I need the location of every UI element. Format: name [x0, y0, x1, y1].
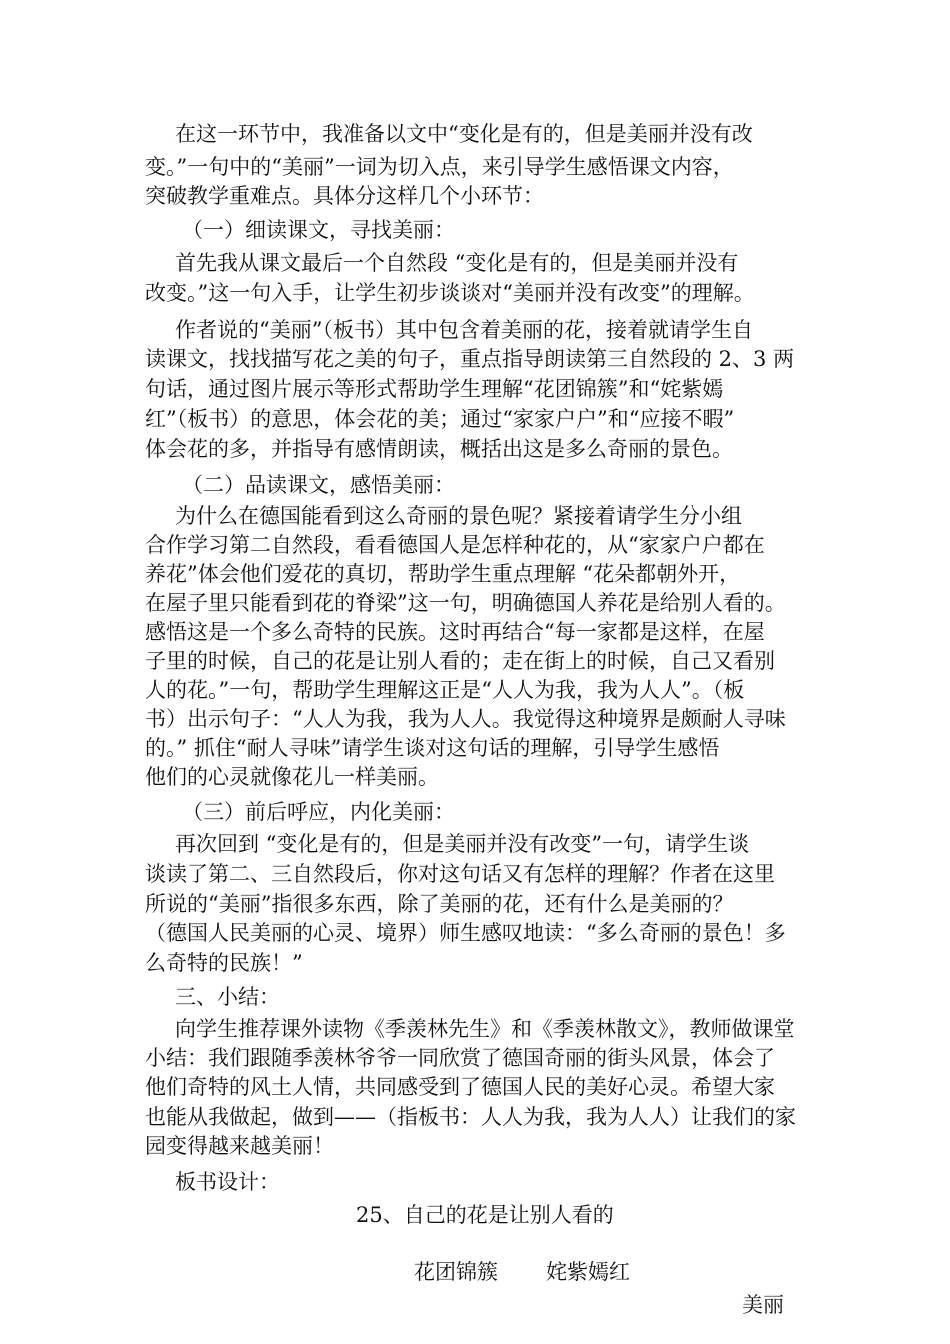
paragraph-line: 红”（板书）的意思，体会花的美；通过“家家户户”和“应接不暇”: [145, 407, 735, 431]
paragraph-line: 养花”体会他们爱花的真切，帮助学生重点理解 “花朵都朝外开，: [145, 562, 741, 586]
paragraph-line: 所说的“美丽”指很多东西，除了美丽的花，还有什么是美丽的？: [145, 892, 734, 916]
paragraph-line: 合作学习第二自然段，看看德国人是怎样种花的，从“家家户户都在: [145, 533, 765, 557]
paragraph-line: 向学生推荐课外读物《季羡林先生》和《季羡林散文》，教师做课堂: [175, 1017, 795, 1041]
paragraph-line: 首先我从课文最后一个自然段 “变化是有的，但是美丽并没有: [175, 251, 739, 275]
paragraph-line: 感悟这是一个多么奇特的民族。这时再结合“每一家都是这样，在屋: [145, 620, 765, 644]
paragraph-line: 变。”一句中的“美丽”一词为切入点，来引导学生感悟课文内容，: [145, 155, 734, 179]
board-word: 姹紫嫣红: [546, 1260, 630, 1284]
paragraph-line: 句话，通过图片展示等形式帮助学生理解“花团锦簇”和“姹紫嫣: [145, 377, 724, 401]
paragraph-line: 作者说的“美丽”（板书）其中包含着美丽的花，接着就请学生自: [175, 318, 753, 342]
paragraph-line: 么奇特的民族！”: [145, 951, 303, 975]
board-title: 25、自己的花是让别人看的: [356, 1203, 614, 1227]
paragraph-line: 的。” 抓住“耐人寻味”请学生谈对这句话的理解，引导学生感悟: [145, 736, 720, 760]
paragraph-line: （德国人民美丽的心灵、境界）师生感叹地读：“多么奇丽的景色！多: [145, 921, 786, 945]
section-heading: （一）细读课文，寻找美丽：: [182, 218, 455, 242]
paragraph-line: 小结：我们跟随季羡林爷爷一同欣赏了德国奇丽的街头风景，体会了: [145, 1046, 775, 1070]
paragraph-line: 也能从我做起，做到——（指板书：人人为我，我为人人）让我们的家: [145, 1105, 796, 1129]
section-heading: （三）前后呼应，内化美丽：: [182, 800, 455, 824]
paragraph-line: 他们的心灵就像花儿一样美丽。: [145, 765, 439, 789]
paragraph-line: 园变得越来越美丽！: [145, 1134, 334, 1158]
section-heading: 三、小结：: [175, 985, 280, 1009]
paragraph-line: 在这一环节中，我准备以文中“变化是有的，但是美丽并没有改: [175, 122, 753, 146]
paragraph-line: 体会花的多，并指导有感情朗读，概括出这是多么奇丽的景色。: [145, 437, 733, 461]
board-design-label: 板书设计：: [175, 1170, 280, 1194]
paragraph-line: 谈读了第二、三自然段后，你对这句话又有怎样的理解？作者在这里: [145, 862, 775, 886]
paragraph-line: 人的花。”一句，帮助学生理解这正是“人人为我，我为人人”。（板: [145, 678, 745, 702]
paragraph-line: 改变。”这一句入手，让学生初步谈谈对“美丽并没有改变”的理解。: [145, 281, 755, 305]
paragraph-line: 书）出示句子：“人人为我，我为人人。我觉得这种境界是颇耐人寻味: [145, 707, 786, 731]
paragraph-line: 突破教学重难点。具体分这样几个小环节：: [145, 184, 544, 208]
board-word: 花团锦簇: [414, 1260, 498, 1284]
paragraph-line: 再次回到 “变化是有的，但是美丽并没有改变”一句，请学生谈: [175, 832, 750, 856]
paragraph-line: 他们奇特的风土人情，共同感受到了德国人民的美好心灵。希望大家: [145, 1075, 775, 1099]
paragraph-line: 为什么在德国能看到这么奇丽的景色呢？紧接着请学生分小组: [175, 504, 742, 528]
paragraph-line: 在屋子里只能看到花的脊梁”这一句，明确德国人养花是给别人看的。: [145, 591, 786, 615]
paragraph-line: 子里的时候，自己的花是让别人看的；走在街上的时候，自己又看别: [145, 649, 775, 673]
paragraph-line: 读课文，找找描写花之美的句子，重点指导朗读第三自然段的 2、3 两: [145, 347, 795, 371]
board-word: 美丽: [742, 1293, 784, 1317]
section-heading: （二）品读课文，感悟美丽：: [182, 473, 455, 497]
